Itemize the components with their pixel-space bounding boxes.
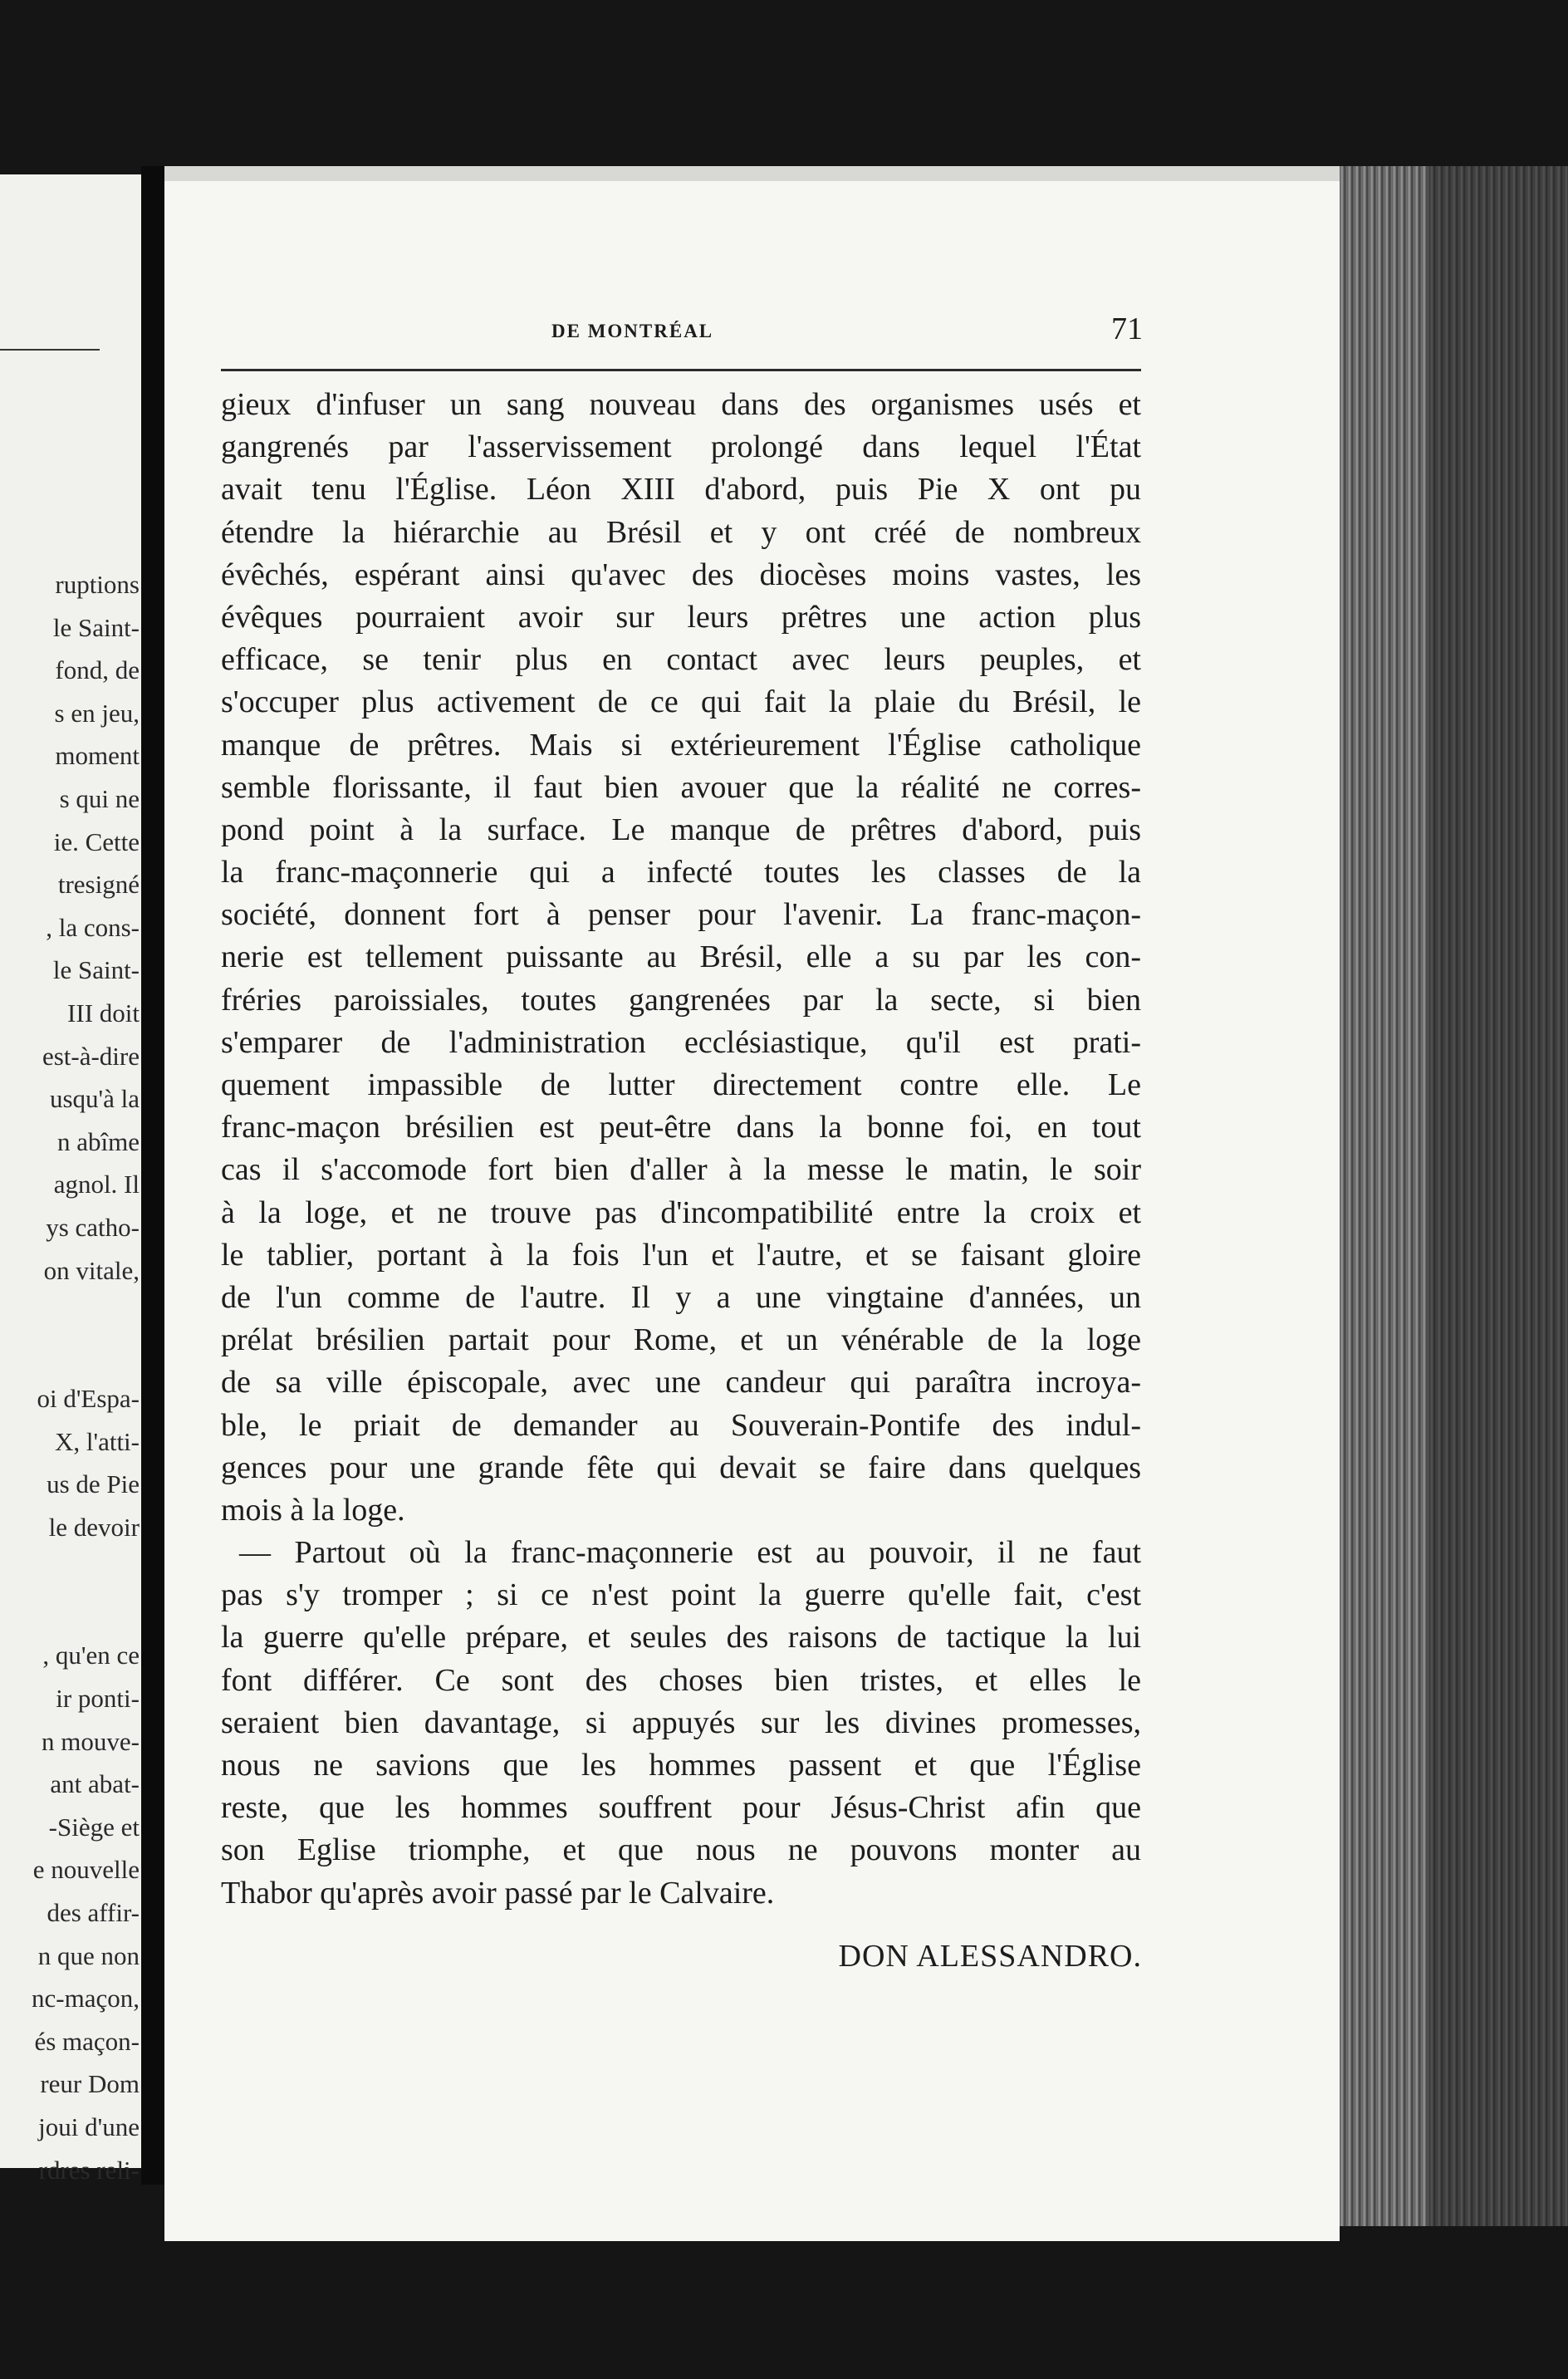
body-line: manque de prêtres. Mais si extérieurement l'Église catholique [221,727,1141,763]
left-text-line: ruptions [55,570,140,599]
body-line: semble florissante, il faut bien avouer que la réalité ne corres- [221,769,1141,805]
body-line: franc-maçon brésilien est peut-être dans la bonne foi, en tout [221,1110,1141,1145]
body-line: le tablier, portant à la fois l'un et l'autre, et se faisant gloire [221,1237,1141,1273]
page-number: 71 [1111,311,1143,346]
left-text-line [0,1292,140,1377]
body-line: évêchés, espérant ainsi qu'avec des diocèses moins vastes, les [221,557,1141,592]
body-line: de l'un comme de l'autre. Il y a une vingtaine d'années, un [221,1279,1141,1315]
body-line: mois à la loge. [221,1492,405,1528]
left-text-line: ant abat- [50,1769,140,1799]
body-line: seraient bien davantage, si appuyés sur les divines promesses, [221,1705,1141,1740]
body-line: font différer. Ce sont des choses bien tristes, et elles le [221,1662,1141,1698]
left-text-line: reur Dom [40,2069,140,2099]
body-text [221,384,1141,1915]
left-text-line: des affir- [47,1898,140,1928]
left-text-line: X, l'atti- [54,1426,140,1456]
body-line: évêques pourraient avoir sur leurs prêtres une action plus [221,599,1141,635]
left-text-line: fond, de [55,655,140,685]
body-line: — Partout où la franc-maçonnerie est au pouvoir, il ne faut [239,1535,1141,1571]
body-line: ble, le priait de demander au Souverain-Pontife des indul- [221,1407,1141,1443]
body-line: gangrenés par l'asservissement prolongé dans lequel l'État [221,429,1141,465]
body-line: prélat brésilien partait pour Rome, et un vénérable de la loge [221,1322,1141,1358]
left-text-line: n abîme [57,1126,140,1156]
left-text-line: ir ponti- [56,1684,140,1714]
left-text-line: tresigné [57,870,140,900]
body-line: la franc-maçonnerie qui a infecté toutes les classes de la [221,855,1141,890]
body-line: son Eglise triomphe, et que nous ne pouvons monter au [221,1832,1141,1868]
left-text-line: ie. Cette [53,827,140,856]
left-text-line: oi d'Espa- [37,1384,140,1414]
left-text-line: est-à-dire [42,1041,140,1071]
left-facing-page [0,174,143,2185]
running-head: DE MONTRÉAL [551,321,714,341]
left-text-line: us de Pie [47,1469,140,1499]
left-page-header-rule [0,349,100,351]
body-line: gieux d'infuser un sang nouveau dans des organismes usés et [221,387,1141,422]
left-text-line: le devoir [48,1512,140,1542]
left-text-line: -Siège et [48,1812,140,1842]
header-rule [221,369,1141,371]
body-line: fréries paroissiales, toutes gangrenées par la secte, si bien [221,982,1141,1018]
left-text-line: e nouvelle [32,1855,140,1885]
signature: DON ALESSANDRO. [838,1939,1142,1974]
page-top-shadow [164,166,1340,181]
page-stack-shadow [1428,166,1568,2226]
left-text-line: n que non [37,1940,140,1970]
body-line: cas il s'accomode fort bien d'aller à la messe le matin, le soir [221,1152,1141,1188]
left-text-line: moment [55,741,140,771]
left-text-line [0,1548,140,1634]
body-line: efficace, se tenir plus en contact avec leurs peuples, et [221,642,1141,678]
left-text-line: nc-maçon, [32,1984,140,2014]
left-text-line: s en jeu, [54,698,140,728]
body-line: de sa ville épiscopale, avec une candeur qui paraîtra incroya- [221,1365,1141,1400]
left-text-line: on vitale, [43,1255,140,1285]
left-text-line: agnol. Il [53,1170,140,1199]
left-text-line: rdres reli- [38,2155,140,2185]
left-text-line: , la cons- [46,912,140,942]
left-text-line: joui d'une [38,2112,140,2141]
body-line: quement impassible de lutter directement contre elle. Le [221,1067,1141,1102]
body-line: étendre la hiérarchie au Brésil et y ont créé de nombreux [221,514,1141,550]
book-gutter [141,166,164,2185]
body-line: s'occuper plus activement de ce qui fait la plaie du Brésil, le [221,684,1141,720]
left-text-line: le Saint- [52,612,140,642]
left-text-line: ys catho- [46,1212,140,1242]
left-text-line: , qu'en ce [42,1641,140,1670]
left-text-line: le Saint- [52,955,140,985]
left-text-line: s qui ne [59,783,140,813]
left-text-line: n mouve- [42,1726,140,1756]
body-line: la guerre qu'elle prépare, et seules des raisons de tactique la lui [221,1620,1141,1655]
body-line: Thabor qu'après avoir passé par le Calvaire. [221,1875,775,1911]
left-text-line: usqu'à la [49,1084,140,1114]
body-line: gences pour une grande fête qui devait se faire dans quelques [221,1449,1141,1485]
body-line: à la loge, et ne trouve pas d'incompatibilité entre la croix et [221,1194,1141,1230]
page [164,166,1340,2241]
body-line: reste, que les hommes souffrent pour Jésus-Christ afin que [221,1790,1141,1826]
left-text-line: és maçon- [34,2026,140,2056]
left-text-line: III doit [67,998,140,1028]
body-line: nerie est tellement puissante au Brésil, elle a su par les con- [221,939,1141,975]
left-page-text [0,563,140,2191]
body-line: pas s'y tromper ; si ce n'est point la guerre qu'elle fait, c'est [221,1577,1141,1613]
body-line: s'emparer de l'administration ecclésiastique, qu'il est prati- [221,1024,1141,1060]
page-header [164,311,1340,361]
body-line: pond point à la surface. Le manque de prêtres d'abord, puis [221,812,1141,847]
body-line: avait tenu l'Église. Léon XIII d'abord, puis Pie X ont pu [221,472,1141,508]
body-line: société, donnent fort à penser pour l'avenir. La franc-maçon- [221,897,1141,933]
body-line: nous ne savions que les hommes passent et que l'Église [221,1748,1141,1783]
